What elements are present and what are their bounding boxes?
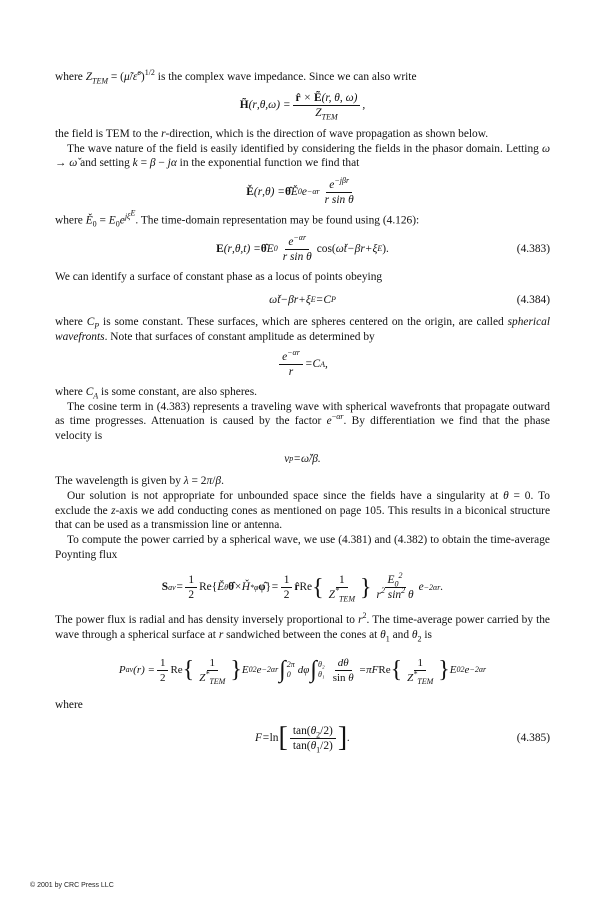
paragraph-3: The wave nature of the field is easily identified by considering the fields in the phasor domain. Letting ω → ω̌ and setting k = β − jα in the exponential function we find that: [55, 142, 550, 170]
equation-phase: ω̌t − βr + ξ E = C P (4.384): [269, 293, 550, 306]
paragraph-9: The wavelength is given by λ = 2π/β.: [55, 475, 224, 488]
paragraph-7: where $C_A$ is some constant, are also spheres.: [55, 385, 257, 401]
copyright-footer: © 2001 by CRC Press LLC: [30, 882, 114, 889]
equation-h-field: H̃ ( r , θ , ω ) = $\frac{\text{r̂ × Ẽ(r, θ, ω)}}{Z_{TEM}}$ ,: [239, 92, 366, 122]
paragraph-5: We can identify a surface of constant phase as a locus of points obeying: [55, 271, 383, 284]
paragraph-6: where $C_P$ is some constant. These surfaces, which are spheres centered on the origin, are called spherical wavefronts. Note that surfaces of constant amplitude as determined by: [55, 316, 550, 344]
paragraph-8: The cosine term in (4.383) represents a traveling wave with spherical wavefronts that propagate outward as time progresses. Attenuation is caused by the factor $e^{-\alpha r}$. By differentiation we find that the phase velocity is: [55, 400, 550, 443]
equation-f-def: F = ln [ $\frac{\tan(\theta_2/2)}{\tan(\theta_1/2)}$ ] . (4.385): [254, 722, 550, 754]
paragraph-1: where $Z_{TEM}$ = (μ̃/ε̃$^c$)$^{1/2}$ is the complex wave impedance. Since we can also write: [55, 68, 417, 86]
paragraph-11: To compute the power carried by a spherical wave, we use (4.381) and (4.382) to obtain the time-average Poynting flux: [55, 534, 550, 561]
equation-e-phasor: Ě ( r , θ ) = θ̂ Ě 0 e −αr $\frac{e^{-j\beta r}}{\text{r sin θ}}$: [246, 175, 354, 206]
equation-number-4-385: (4.385): [516, 731, 550, 744]
equation-power: P av ( r ) = $\frac{1}{2}$ Re { $\frac{1}{Z^*_{TEM}}$ } E 0 2 e −2αr ∫ 2π 0 dφ ∫ θ₂ θ₁ $\frac{d\theta}{\text{sin θ}}$ = π F Re { $\frac{1}{Z^*_{TEM}}$ } E 0 2 e −2αr: [118, 656, 487, 687]
equation-e-time: E ( r , θ , t ) = θ̂ E 0 $\frac{e^{-\alpha r}}{\text{r sin θ}}$ cos( ω̌t − βr + ξ E ). (4.383): [216, 233, 550, 263]
page-body: [55, 70, 550, 763]
equation-number-4-383: (4.383): [516, 243, 550, 256]
paragraph-4: where $Ě_0 = E_0e^{j\xi^E}$. The time-domain representation may be found using (4.126):: [55, 208, 420, 229]
equation-amplitude: $\frac{e^{-\alpha r}}{r}$ = C A ,: [55, 345, 550, 385]
paragraph-2: the field is TEM to the r-direction, which is the direction of wave propagation as shown below.: [55, 127, 489, 140]
equation-number-4-384: (4.384): [516, 293, 550, 306]
equation-poynting: S av = $\frac{1}{2}$ Re{ Ě θ θ̂ × Ȟ * φ φ̂ } = $\frac{1}{2}$ r̂ Re { $\frac{1}{Z^*_{TEM}}$ } $\frac{E_0^2}{r^2 \sin^2 \theta}$ e −2αr .: [161, 571, 444, 604]
equation-phase-velocity: v p = ω̌ / β .: [284, 452, 321, 465]
paragraph-10: Our solution is not appropriate for unbounded space since the fields have a singularity at θ = 0. To exclude the z-axis we add conducting cones as mentioned on page 105. This results in a biconical structure that can be used as a transmission line or antenna.: [55, 489, 551, 532]
paragraph-13: where: [55, 699, 83, 712]
paragraph-12: The power flux is radial and has density inversely proportional to $r^2$. The time-average power carried by the wave through a spherical surface at r sandwiched between the cones at $\theta_1$ and $\theta_2$ is: [55, 611, 550, 643]
